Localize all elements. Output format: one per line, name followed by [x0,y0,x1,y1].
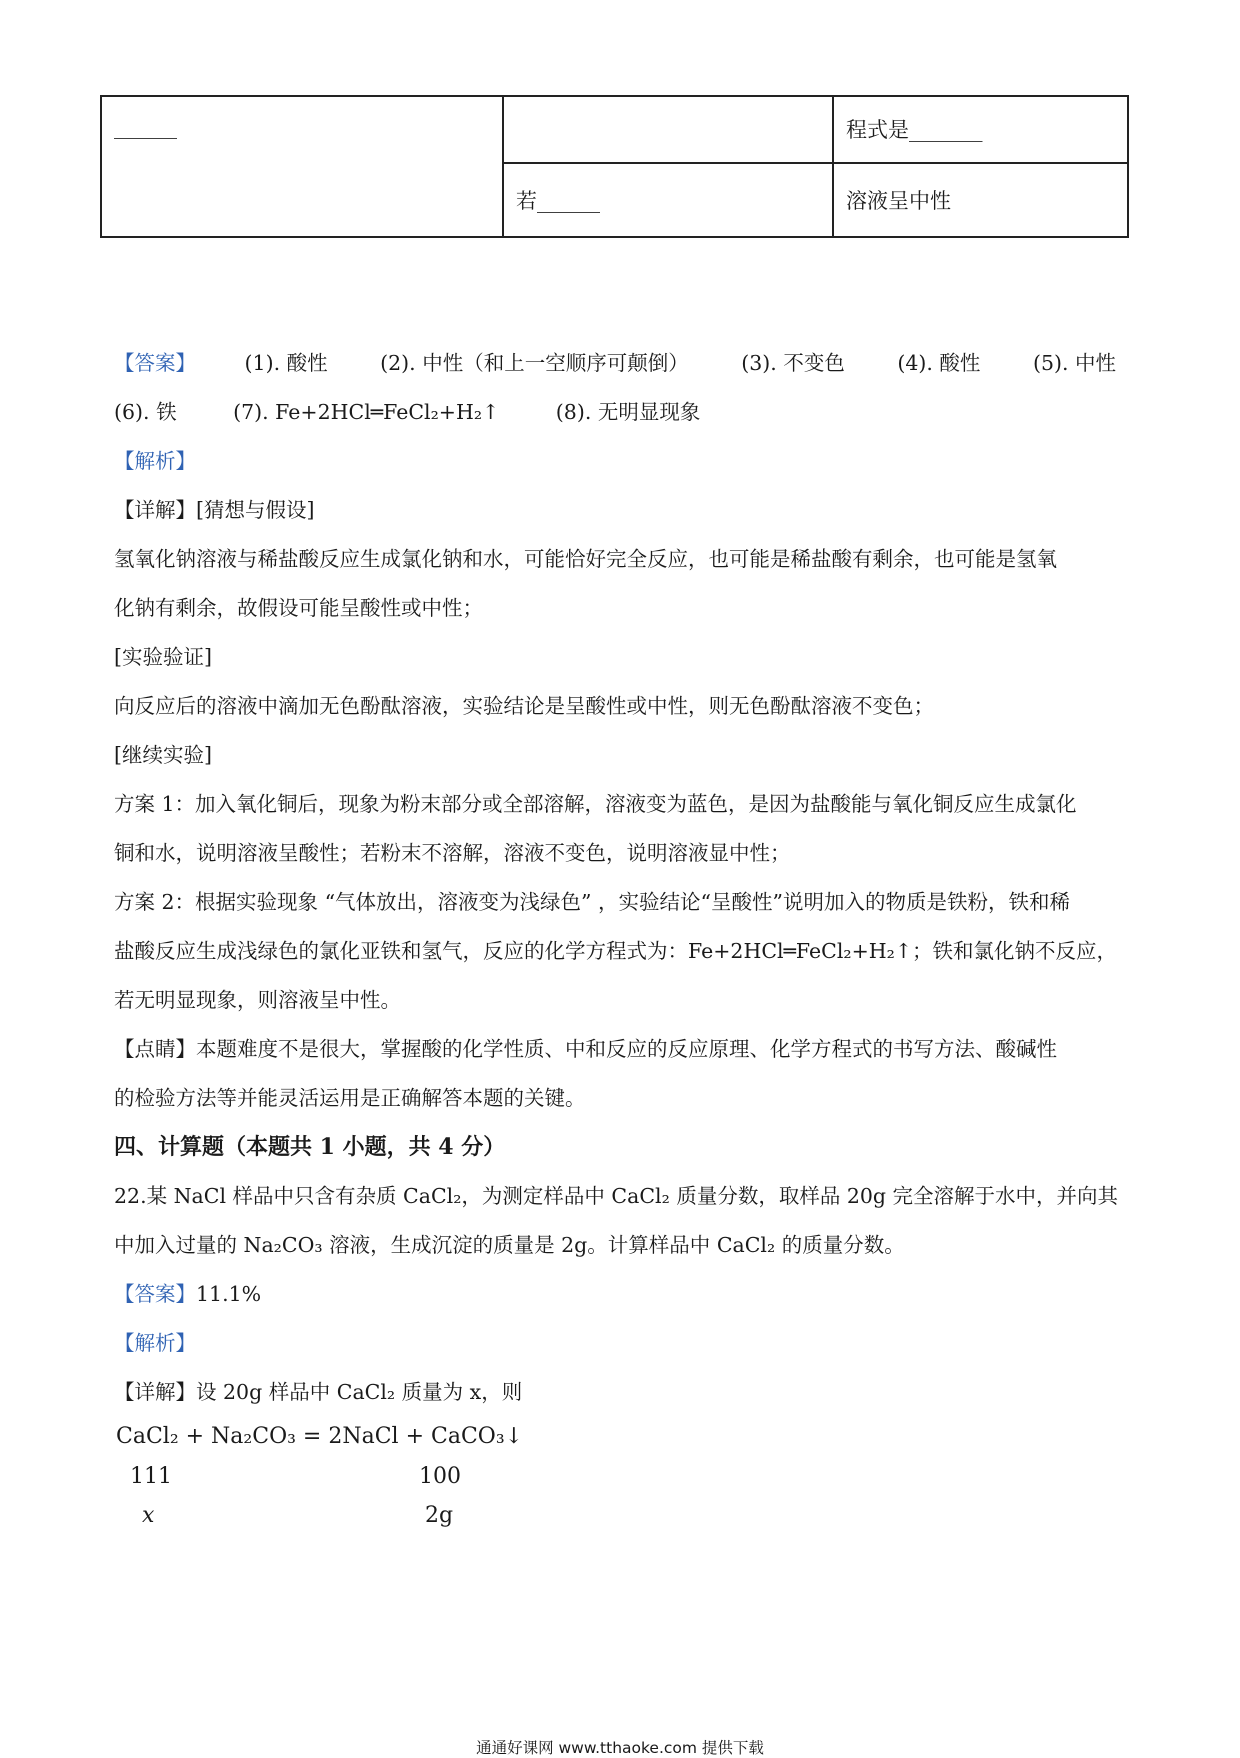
paragraph-line: 铜和水，说明溶液呈酸性；若粉末不溶解，溶液不变色，说明溶液显中性； [114,841,791,865]
table-cell-condition: 若______ [503,163,833,237]
comment-line-1 [114,1034,1057,1064]
paragraph-line: 方案 1：加入氧化铜后，现象为粉末部分或全部溶解，溶液变为蓝色，是因为盐酸能与氧化铜反应生成氯化 [114,792,1077,816]
paragraph-line: 若无明显现象，则溶液呈中性。 [114,988,401,1012]
comment-tag: 【点睛】 [114,1037,196,1061]
paragraph-line: 方案 2：根据实验现象 “气体放出，溶液变为浅绿色” ，实验结论“呈酸性”说明加入的物质是铁粉，铁和稀 [114,890,1071,914]
detail-heading [114,495,315,525]
section-heading: [继续实验] [114,743,212,767]
answer-item: (1). 酸性 [244,351,328,375]
q22-answer [114,1279,261,1309]
answer-line-2 [114,397,700,427]
paragraph-line: 化钠有剩余，故假设可能呈酸性或中性； [114,596,483,620]
answer-tag: 【答案】 [114,351,196,375]
answer-item: (8). 无明显现象 [555,400,701,424]
answer-item: (3). 不变色 [741,351,845,375]
paragraph-line: 盐酸反应生成浅绿色的氯化亚铁和氢气，反应的化学方程式为：Fe+2HCl═FeCl₂+H₂↑；铁和氯化钠不反应， [114,939,1118,963]
q22-detail [114,1377,522,1407]
answer-value: 11.1% [196,1282,262,1306]
question-line: 22.某 NaCl 样品中只含有杂质 CaCl₂，为测定样品中 CaCl₂ 质量分数，取样品 20g 完全溶解于水中，并向其 [114,1184,1119,1208]
detail-tag: 【详解】 [114,498,196,522]
table-cell-empty [503,96,833,163]
answer-item: (2). 中性（和上一空顺序可颠倒） [380,351,689,375]
section-heading: [实验验证] [114,645,212,669]
section-title: 四、计算题（本题共 1 小题，共 4 分） [114,1134,506,1160]
equation-var-x: x [142,1503,155,1528]
paragraph-line: 向反应后的溶液中滴加无色酚酞溶液，实验结论是呈酸性或中性，则无色酚酞溶液不变色； [114,694,934,718]
equation-mass-caco3: 100 [419,1464,461,1489]
chemical-equation: CaCl₂ + Na₂CO₃ = 2NaCl + CaCO₃↓ [116,1424,524,1449]
section-heading: [猜想与假设] [196,498,315,522]
answer-tag: 【答案】 [114,1282,196,1306]
analysis-tag: 【解析】 [114,449,196,473]
answer-item: (6). 铁 [114,400,177,424]
comment-text: 本题难度不是很大，掌握酸的化学性质、中和反应的反应原理、化学方程式的书写方法、酸碱性 [196,1037,1057,1061]
answer-item: (4). 酸性 [897,351,981,375]
question-line: 中加入过量的 Na₂CO₃ 溶液，生成沉淀的质量是 2g。计算样品中 CaCl₂ 的质量分数。 [114,1233,905,1257]
answer-item: (7). Fe+2HCl═FeCl₂+H₂↑ [233,400,500,424]
detail-text: 设 20g 样品中 CaCl₂ 质量为 x，则 [196,1380,523,1404]
answer-item: (5). 中性 [1032,351,1117,375]
paragraph-line: 氢氧化钠溶液与稀盐酸反应生成氯化钠和水，可能恰好完全反应，也可能是稀盐酸有剩余，也可能是氢氧 [114,547,1057,571]
table-cell-blank: ______ [101,96,503,237]
analysis-tag: 【解析】 [114,1331,196,1355]
detail-tag: 【详解】 [114,1380,196,1404]
equation-mass-cacl2: 111 [130,1464,172,1489]
table-cell-conclusion: 溶液呈中性 [833,163,1128,237]
experiment-table [100,95,1129,238]
page-footer: 通通好课网 www.tthaoke.com 提供下载 [476,1739,764,1757]
comment-line-2: 的检验方法等并能灵活运用是正确解答本题的关键。 [114,1086,586,1110]
table-cell-equation-prompt: 程式是_______ [833,96,1128,163]
answer-line-1 [114,348,1116,378]
equation-var-2g: 2g [425,1503,454,1528]
